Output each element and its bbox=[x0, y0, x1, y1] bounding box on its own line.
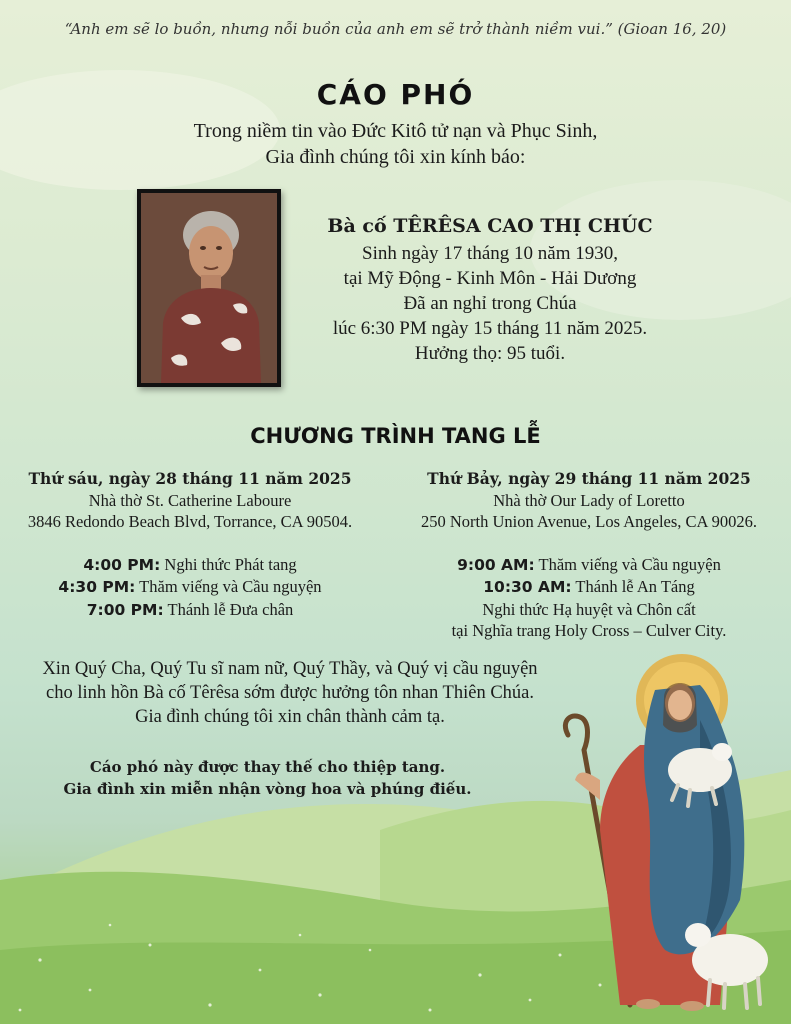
day-1-date: Thứ sáu, ngày 28 tháng 11 năm 2025 bbox=[28, 469, 352, 488]
schedule-desc: Nghi thức Phát tang bbox=[160, 554, 297, 574]
burial-line-1: Nghi thức Hạ huyệt và Chôn cất bbox=[482, 599, 696, 619]
closing-line-3: Gia đình chúng tôi xin chân thành cảm tạ. bbox=[135, 707, 445, 727]
deceased-name: Bà cố TÊRÊSA CAO THỊ CHÚC bbox=[327, 215, 653, 237]
schedule-item bbox=[400, 576, 778, 599]
closing-line-2: cho linh hồn Bà cố Têrêsa sớm được hưởng tôn nhan Thiên Chúa. bbox=[45, 683, 534, 703]
flowers-notice bbox=[20, 756, 515, 800]
closing-message bbox=[20, 657, 560, 729]
schedule-item bbox=[0, 554, 380, 577]
death-date: lúc 6:30 PM ngày 15 tháng 11 năm 2025. bbox=[332, 318, 648, 339]
schedule-item bbox=[400, 554, 778, 577]
day-2-church: Nhà thờ Our Lady of Loretto bbox=[493, 490, 685, 510]
schedule-desc: Thánh lễ Đưa chân bbox=[163, 599, 294, 619]
burial-line-2: tại Nghĩa trang Holy Cross – Culver City. bbox=[451, 621, 727, 640]
birth-date: Sinh ngày 17 tháng 10 năm 1930, bbox=[362, 243, 618, 264]
day-2-address: 250 North Union Avenue, Los Angeles, CA 90026. bbox=[420, 512, 758, 531]
schedule-time: 4:00 PM: bbox=[83, 555, 161, 574]
intro-text bbox=[0, 118, 791, 170]
schedule-desc: Thăm viếng và Cầu nguyện bbox=[534, 554, 721, 574]
birth-place: tại Mỹ Động - Kinh Môn - Hải Dương bbox=[343, 268, 637, 289]
program-title: CHƯƠNG TRÌNH TANG LỄ bbox=[250, 424, 541, 448]
program-day-1 bbox=[0, 468, 380, 621]
rest-statement: Đã an nghỉ trong Chúa bbox=[403, 293, 577, 314]
schedule-time: 9:00 AM: bbox=[457, 555, 535, 574]
schedule-time: 10:30 AM: bbox=[483, 578, 572, 596]
page-title: CÁO PHÓ bbox=[316, 78, 475, 111]
portrait-image bbox=[141, 193, 277, 383]
day-1-church: Nhà thờ St. Catherine Laboure bbox=[88, 490, 292, 510]
schedule-desc: Thánh lễ An Táng bbox=[571, 577, 695, 596]
deceased-info bbox=[290, 214, 690, 366]
closing-line-1: Xin Quý Cha, Quý Tu sĩ nam nữ, Quý Thầy, và Quý vị cầu nguyện bbox=[42, 659, 538, 679]
schedule-item bbox=[0, 599, 380, 622]
program-day-2 bbox=[400, 468, 778, 642]
intro-line-1: Trong niềm tin vào Đức Kitô tử nạn và Phục Sinh, bbox=[193, 120, 598, 142]
age-at-death: Hưởng thọ: 95 tuổi. bbox=[414, 343, 566, 364]
deceased-portrait bbox=[137, 189, 281, 387]
notice-line-2: Gia đình xin miễn nhận vòng hoa và phúng điếu. bbox=[63, 780, 472, 798]
day-1-address: 3846 Redondo Beach Blvd, Torrance, CA 90504. bbox=[27, 512, 353, 531]
schedule-item bbox=[0, 576, 380, 599]
bible-quote: “Anh em sẽ lo buồn, nhưng nỗi buồn của anh em sẽ trở thành niềm vui.” (Gioan 16, 20) bbox=[64, 20, 727, 38]
schedule-time: 7:00 PM: bbox=[86, 600, 164, 619]
notice-line-1: Cáo phó này được thay thế cho thiệp tang. bbox=[89, 758, 446, 776]
intro-line-2: Gia đình chúng tôi xin kính báo: bbox=[265, 146, 526, 168]
schedule-time: 4:30 PM: bbox=[58, 578, 136, 596]
schedule-desc: Thăm viếng và Cầu nguyện bbox=[135, 577, 322, 596]
day-2-date: Thứ Bảy, ngày 29 tháng 11 năm 2025 bbox=[427, 469, 751, 488]
